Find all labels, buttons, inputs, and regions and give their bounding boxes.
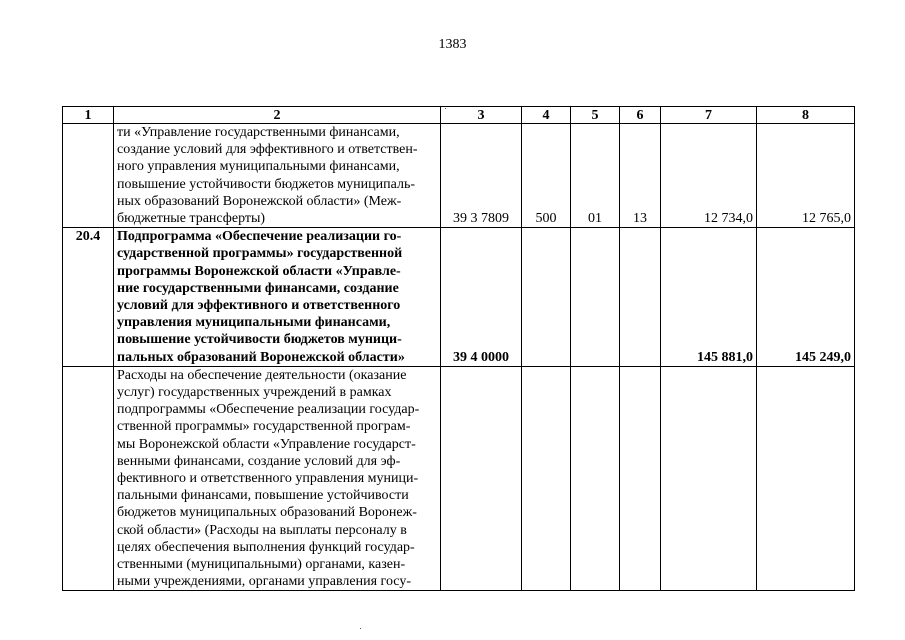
row-number (63, 366, 114, 591)
amount-col7: 145 881,0 (661, 228, 757, 367)
column-header: 6 (620, 107, 661, 124)
target-code (441, 366, 522, 591)
row-description: ти «Управление государственными финансами, создание условий для эффективного и ответствен- ного управления муниципальными финансами, повышение устойчивости бюджетов муниципаль- ных образований Воронежской области» (Меж- бюджетные трансферты) (114, 124, 441, 228)
column-header: 4 (522, 107, 571, 124)
table-row (63, 124, 855, 228)
target-code: 39 4 0000 (441, 228, 522, 367)
row-number (63, 124, 114, 228)
expense-type (522, 228, 571, 367)
column-header: 8 (757, 107, 855, 124)
row-number: 20.4 (63, 228, 114, 367)
page-number: 1383 (438, 37, 467, 52)
column-header: 7 (661, 107, 757, 124)
column-header: 3 (441, 107, 522, 124)
amount-col7: 12 734,0 (661, 124, 757, 228)
subsection-code: 13 (620, 124, 661, 228)
table-row (63, 366, 855, 591)
row-description: Расходы на обеспечение деятельности (оказание услуг) государственных учреждений в рамках подпрограммы «Обеспечение реализации государ- ственной программы» государственной програм- мы Воронежской области «Управление государст- венными финансами, создание условий для эф- фективного и ответственного управления муници- пальными финансами, повышение устойчивости бюджетов муниципальных образований Воронеж- ской области» (Расходы на выплаты персоналу в целях обеспечения выполнения функций государ- ственными (муниципальными) органами, казен- ными учреждениями, органами управления госу- (114, 366, 441, 591)
target-code: 39 3 7809 (441, 124, 522, 228)
amount-col8: 12 765,0 (757, 124, 855, 228)
section-code (571, 228, 620, 367)
amount-col8: 145 249,0 (757, 228, 855, 367)
expense-type: 500 (522, 124, 571, 228)
table-row-subprogram (63, 228, 855, 367)
expense-type (522, 366, 571, 591)
section-code (571, 366, 620, 591)
scan-speck (360, 628, 361, 629)
column-header: 2 (114, 107, 441, 124)
header-row (63, 107, 855, 124)
section-code: 01 (571, 124, 620, 228)
subsection-code (620, 228, 661, 367)
row-description: Подпрограмма «Обеспечение реализации го- сударственной программы» государственной программы Воронежской области «Управле- ние государственными финансами, создание условий для эффективного и ответственного управления муниципальными финансами, повышение устойчивости бюджетов муници- пальных образований Воронежской области» (114, 228, 441, 367)
column-header: 1 (63, 107, 114, 124)
amount-col8 (757, 366, 855, 591)
amount-col7 (661, 366, 757, 591)
column-header: 5 (571, 107, 620, 124)
subsection-code (620, 366, 661, 591)
budget-table (62, 106, 855, 591)
